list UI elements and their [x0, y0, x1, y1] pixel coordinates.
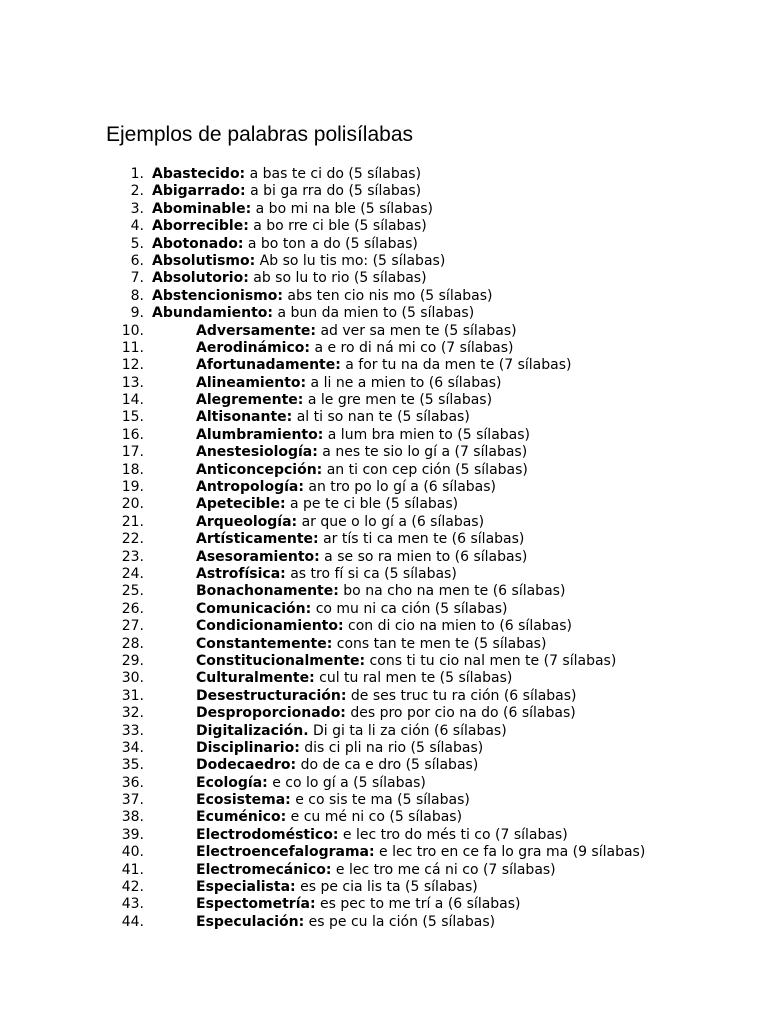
list-item [0, 653, 768, 670]
list-item-text [196, 896, 521, 913]
list-item-text [196, 531, 524, 548]
list-item-word: Desestructuración: [196, 687, 347, 704]
list-item-number: 24. [121, 565, 144, 582]
list-item [0, 601, 768, 618]
list-item-number: 20. [121, 496, 144, 513]
list-item-word: Ecosistema: [196, 792, 291, 809]
list-item-word: Electrodoméstico: [196, 826, 339, 843]
list-item-number: 40. [121, 844, 144, 861]
list-item-syllables: a li ne a mien to (6 sílabas) [306, 374, 502, 391]
list-item-number: 6. [130, 252, 144, 269]
list-item-text [196, 566, 457, 583]
list-item-text [152, 236, 418, 253]
list-item-syllables: a for tu na da men te (7 sílabas) [340, 357, 572, 374]
list-item-syllables: a bo ton a do (5 sílabas) [243, 235, 418, 252]
list-item-number: 17. [121, 444, 144, 461]
list-item-text [196, 688, 577, 705]
list-item-text [196, 705, 576, 722]
list-item-syllables: cul tu ral men te (5 sílabas) [314, 670, 513, 687]
list-item [0, 479, 768, 496]
list-item-text [196, 514, 484, 531]
list-item-text [196, 323, 517, 340]
list-item-number: 10. [121, 322, 144, 339]
list-item-number: 42. [121, 879, 144, 896]
list-item-text [152, 253, 445, 270]
list-item-text [152, 305, 474, 322]
list-item-word: Espectometría: [196, 896, 316, 913]
list-item [0, 583, 768, 600]
list-item-text [196, 792, 470, 809]
list-item-word: Abundamiento: [152, 305, 274, 322]
list-item-syllables: a bun da mien to (5 sílabas) [273, 305, 475, 322]
list-item-word: Condicionamiento: [196, 618, 344, 635]
list-item-number: 26. [121, 600, 144, 617]
list-item-text [196, 670, 512, 687]
list-item [0, 879, 768, 896]
list-item-number: 44. [121, 913, 144, 930]
list-item-word: Alineamiento: [196, 374, 307, 391]
list-item-text [196, 636, 546, 653]
list-item [0, 809, 768, 826]
list-item [0, 775, 768, 792]
list-item [0, 288, 768, 305]
list-item-syllables: cons tan te men te (5 sílabas) [332, 635, 547, 652]
list-item-word: Adversamente: [196, 322, 316, 339]
list-item [0, 218, 768, 235]
list-item [0, 236, 768, 253]
list-item-syllables: con di cio na mien to (6 sílabas) [343, 618, 573, 635]
list-item-syllables: ab so lu to rio (5 sílabas) [248, 270, 427, 287]
list-item-text [196, 740, 483, 757]
list-item-word: Abastecido: [152, 166, 246, 182]
list-item-word: Astrofísica: [196, 565, 286, 582]
list-item-syllables: e lec tro do més ti co (7 sílabas) [338, 826, 568, 843]
list-item-syllables: abs ten cio nis mo (5 sílabas) [282, 287, 493, 304]
list-item-text [196, 618, 572, 635]
list-item-number: 16. [121, 426, 144, 443]
list-item-syllables: as tro fí si ca (5 sílabas) [285, 565, 457, 582]
list-item-word: Disciplinario: [196, 739, 300, 756]
list-item-word: Abigarrado: [152, 183, 246, 200]
list-item-syllables: e cu mé ni co (5 sílabas) [286, 809, 463, 826]
list-item [0, 253, 768, 270]
list-item-syllables: a nes te sio lo gí a (7 sílabas) [317, 444, 528, 461]
list-item-text [196, 809, 462, 826]
list-item-text [196, 723, 507, 740]
list-item-word: Bonachonamente: [196, 583, 339, 600]
list-item-number: 27. [121, 618, 144, 635]
list-item [0, 444, 768, 461]
list-item-syllables: es pe cia lis ta (5 sílabas) [295, 879, 478, 896]
list-item-syllables: al ti so nan te (5 sílabas) [292, 409, 470, 426]
list-item [0, 496, 768, 513]
list-item-word: Aerodinámico: [196, 339, 310, 356]
list-item-word: Especialista: [196, 879, 296, 896]
list-item-text [196, 496, 458, 513]
list-item-text [152, 218, 427, 235]
list-item-word: Especulación: [196, 913, 305, 930]
list-item-syllables: do de ca e dro (5 sílabas) [296, 757, 479, 774]
list-item-text [152, 183, 421, 200]
list-item-syllables: a le gre men te (5 sílabas) [303, 392, 493, 409]
list-item-number: 15. [121, 409, 144, 426]
list-item-text [196, 653, 616, 670]
list-item-number: 41. [121, 861, 144, 878]
list-item-text [196, 549, 527, 566]
list-item [0, 531, 768, 548]
list-item-word: Constantemente: [196, 635, 333, 652]
list-item-syllables: a pe te ci ble (5 sílabas) [285, 496, 459, 513]
list-item-syllables: a bo rre ci ble (5 sílabas) [248, 218, 427, 235]
list-item-syllables: a bas te ci do (5 sílabas) [245, 166, 422, 182]
list-item-number: 39. [121, 826, 144, 843]
list-item-syllables: ad ver sa men te (5 sílabas) [316, 322, 517, 339]
list-item-syllables: Di gi ta li za ción (6 sílabas) [308, 722, 507, 739]
list-item [0, 723, 768, 740]
list-item-number: 2. [130, 183, 144, 200]
list-item-number: 34. [121, 739, 144, 756]
list-item-text [196, 775, 426, 792]
list-item-number: 22. [121, 531, 144, 548]
list-item-number: 18. [121, 461, 144, 478]
list-item [0, 323, 768, 340]
list-item-number: 8. [130, 287, 144, 304]
list-item-number: 30. [121, 670, 144, 687]
list-item [0, 375, 768, 392]
list-item-syllables: e co sis te ma (5 sílabas) [290, 792, 470, 809]
list-item-word: Absolutismo: [152, 252, 256, 269]
list-item-text [196, 375, 501, 392]
list-item-word: Antropología: [196, 479, 304, 496]
list-item [0, 166, 768, 183]
list-item-number: 32. [121, 705, 144, 722]
list-item-syllables: des pro por cio na do (6 sílabas) [345, 705, 576, 722]
list-item-text [152, 270, 427, 287]
list-item-syllables: es pe cu la ción (5 sílabas) [304, 913, 496, 930]
list-item [0, 270, 768, 287]
list-item-number: 31. [121, 687, 144, 704]
list-item-text [196, 757, 478, 774]
list-item [0, 862, 768, 879]
list-item [0, 409, 768, 426]
list-item-word: Abstencionismo: [152, 287, 283, 304]
list-item-word: Abominable: [152, 200, 252, 217]
list-item [0, 705, 768, 722]
list-item-text [196, 427, 530, 444]
list-item-number: 21. [121, 513, 144, 530]
list-item-text [196, 601, 507, 618]
list-item-word: Anestesiología: [196, 444, 318, 461]
list-item-word: Desproporcionado: [196, 705, 346, 722]
list-item-word: Constitucionalmente: [196, 652, 366, 669]
list-item-syllables: ar tís ti ca men te (6 sílabas) [318, 531, 525, 548]
list-item [0, 514, 768, 531]
list-item-number: 33. [121, 722, 144, 739]
list-item-word: Dodecaedro: [196, 757, 297, 774]
list-item-word: Absolutorio: [152, 270, 249, 287]
list-item-text [152, 201, 433, 218]
list-item [0, 201, 768, 218]
list-item-text [196, 844, 645, 861]
list-item [0, 636, 768, 653]
list-item-word: Electroencefalograma: [196, 844, 375, 861]
list-item-word: Afortunadamente: [196, 357, 341, 374]
list-item-number: 13. [121, 374, 144, 391]
list-item-syllables: an tro po lo gí a (6 sílabas) [303, 479, 497, 496]
list-item [0, 183, 768, 200]
list-item-syllables: bo na cho na men te (6 sílabas) [338, 583, 566, 600]
list-item-word: Alegremente: [196, 392, 304, 409]
list-item [0, 305, 768, 322]
list-item-text [196, 827, 568, 844]
list-item [0, 566, 768, 583]
list-item [0, 462, 768, 479]
list-item [0, 914, 768, 931]
list-item-word: Arqueología: [196, 513, 298, 530]
list-item [0, 827, 768, 844]
list-item-text [196, 357, 571, 374]
list-item-text [196, 392, 492, 409]
list-item-word: Ecuménico: [196, 809, 287, 826]
list-item-number: 19. [121, 479, 144, 496]
list-item-syllables: de ses truc tu ra ción (6 sílabas) [346, 687, 577, 704]
list-item-word: Comunicación: [196, 600, 312, 617]
list-item-number: 5. [130, 235, 144, 252]
list-item-syllables: cons ti tu cio nal men te (7 sílabas) [365, 652, 617, 669]
list-item-text [196, 583, 565, 600]
list-item [0, 896, 768, 913]
list-item-text [196, 340, 514, 357]
list-item-number: 25. [121, 583, 144, 600]
list-item-syllables: co mu ni ca ción (5 sílabas) [311, 600, 508, 617]
list-item-number: 43. [121, 896, 144, 913]
list-item-syllables: Ab so lu tis mo: (5 sílabas) [255, 252, 446, 269]
list-item [0, 757, 768, 774]
list-item-syllables: dis ci pli na rio (5 sílabas) [299, 739, 484, 756]
list-item-text [196, 879, 478, 896]
list-item [0, 392, 768, 409]
list-item [0, 844, 768, 861]
list-item-word: Altisonante: [196, 409, 293, 426]
list-item-word: Asesoramiento: [196, 548, 320, 565]
list-item-text [196, 444, 527, 461]
list-item-number: 4. [130, 218, 144, 235]
list-item-syllables: a e ro di ná mi co (7 sílabas) [310, 339, 514, 356]
list-item-syllables: e co lo gí a (5 sílabas) [267, 774, 426, 791]
list-item-text [196, 479, 496, 496]
list-item [0, 740, 768, 757]
list-item-syllables: a bi ga rra do (5 sílabas) [245, 183, 422, 200]
list-item-word: Apetecible: [196, 496, 286, 513]
list-item-number: 14. [121, 392, 144, 409]
list-item-word: Abotonado: [152, 235, 244, 252]
list-item-syllables: a bo mi na ble (5 sílabas) [251, 200, 433, 217]
list-item-word: Aborrecible: [152, 218, 249, 235]
list-item-word: Ecología: [196, 774, 268, 791]
list-item-number: 29. [121, 652, 144, 669]
list-item-syllables: es pec to me trí a (6 sílabas) [315, 896, 521, 913]
list-item-syllables: a se so ra mien to (6 sílabas) [319, 548, 528, 565]
list-item [0, 549, 768, 566]
list-item [0, 670, 768, 687]
list-item-number: 11. [121, 339, 144, 356]
list-item-text [196, 462, 528, 479]
list-item-word: Electromecánico: [196, 861, 332, 878]
list-item-number: 7. [130, 270, 144, 287]
list-item [0, 427, 768, 444]
list-item-syllables: ar que o lo gí a (6 sílabas) [297, 513, 485, 530]
list-item [0, 357, 768, 374]
list-item-number: 12. [121, 357, 144, 374]
list-item-text [196, 409, 470, 426]
list-item-syllables: an ti con cep ción (5 sílabas) [322, 461, 528, 478]
list-item-text [196, 914, 495, 931]
list-item [0, 618, 768, 635]
page-title: Ejemplos de palabras polisílabas [106, 123, 414, 146]
list-item-number: 38. [121, 809, 144, 826]
list-item-text [152, 288, 493, 305]
list-item-word: Artísticamente: [196, 531, 319, 548]
list-item-syllables: e lec tro me cá ni co (7 sílabas) [331, 861, 556, 878]
list-item-number: 37. [121, 792, 144, 809]
list-item-text [152, 166, 421, 183]
word-list [0, 166, 768, 931]
list-item-number: 28. [121, 635, 144, 652]
list-item-word: Digitalización. [196, 722, 309, 739]
list-item-word: Culturalmente: [196, 670, 315, 687]
list-item-number: 23. [121, 548, 144, 565]
list-item-word: Anticoncepción: [196, 461, 323, 478]
list-item-syllables: e lec tro en ce fa lo gra ma (9 sílabas) [374, 844, 646, 861]
list-item [0, 688, 768, 705]
list-item-number: 36. [121, 774, 144, 791]
list-item [0, 340, 768, 357]
list-item-word: Alumbramiento: [196, 426, 324, 443]
list-item-text [196, 862, 556, 879]
list-item-number: 9. [130, 305, 144, 322]
list-item-number: 35. [121, 757, 144, 774]
list-item-number: 3. [130, 200, 144, 217]
list-item [0, 792, 768, 809]
list-item-syllables: a lum bra mien to (5 sílabas) [323, 426, 530, 443]
list-item-number: 1. [130, 166, 144, 182]
